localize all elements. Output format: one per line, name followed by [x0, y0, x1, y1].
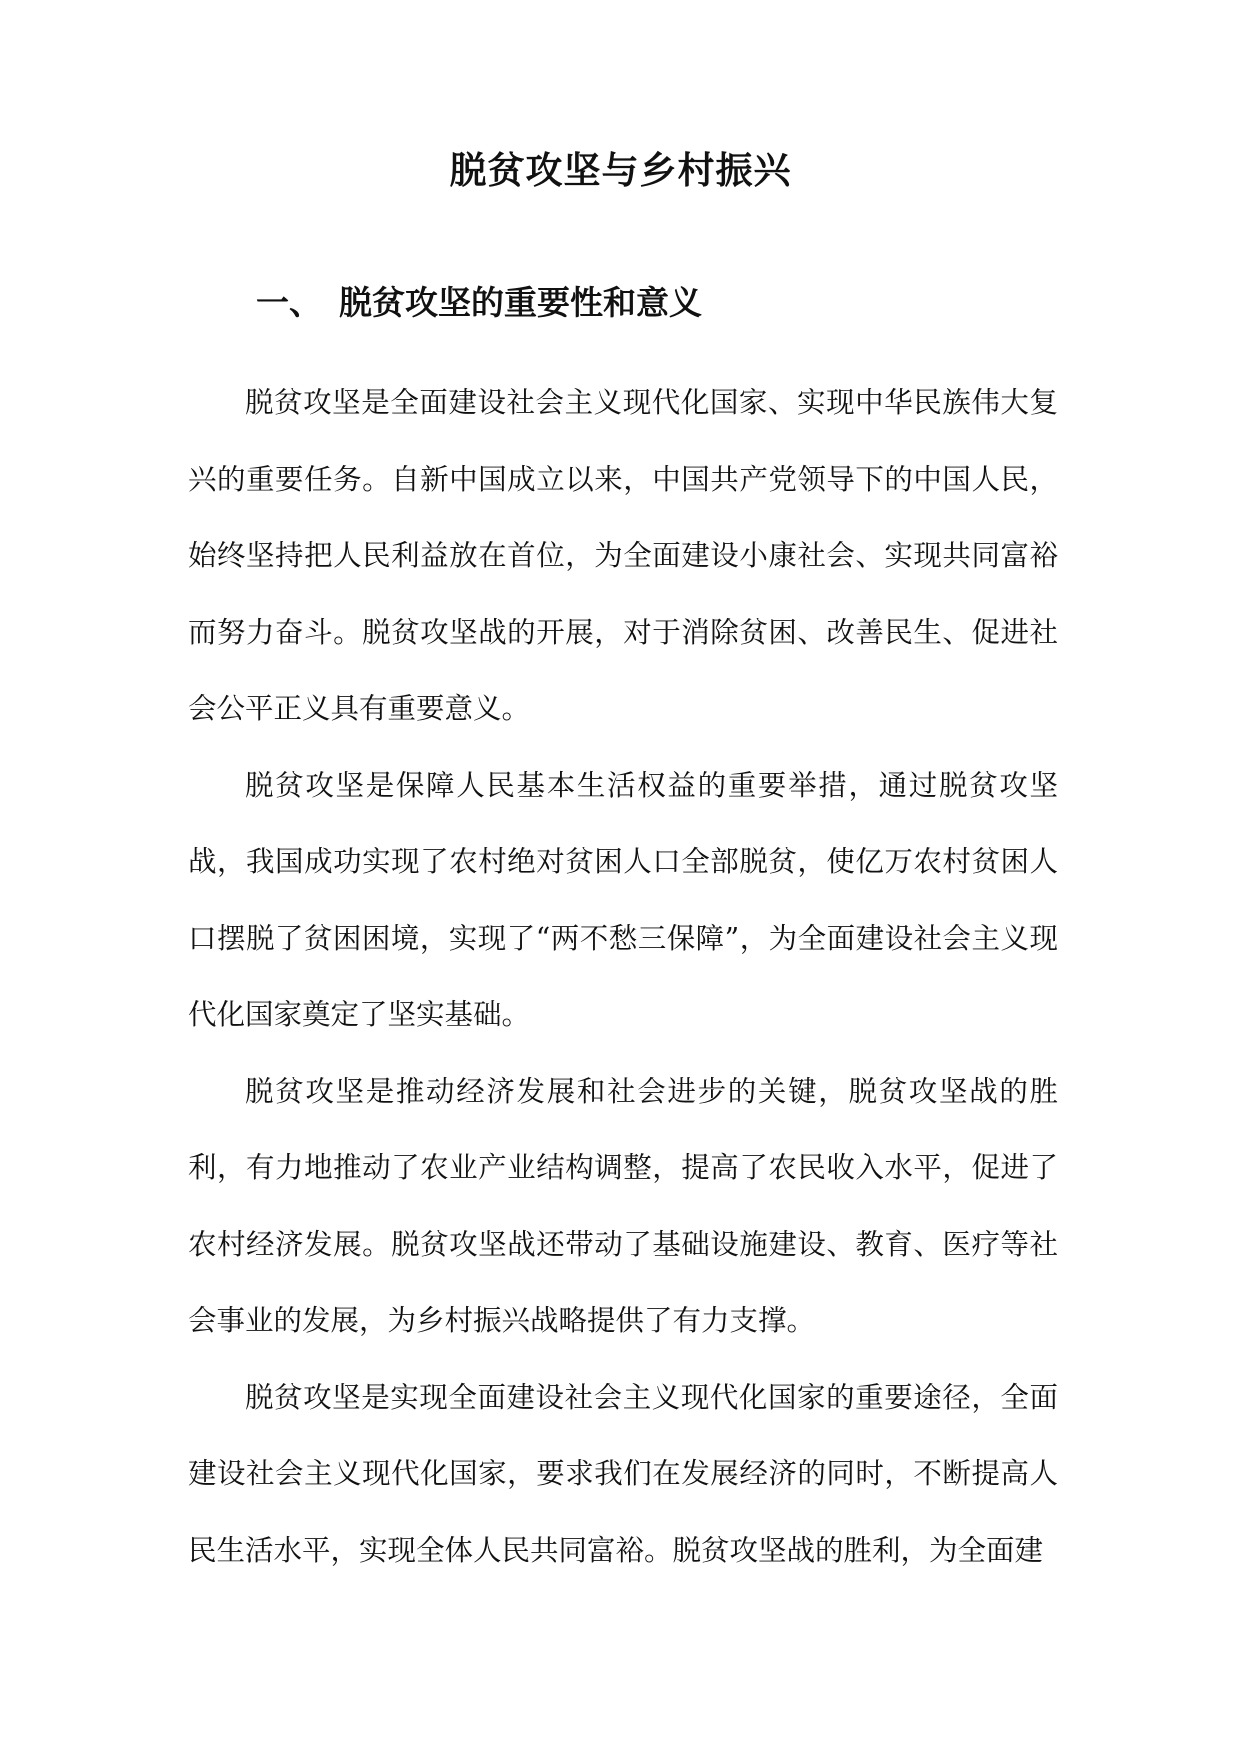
section-number: 一、	[256, 283, 322, 322]
document-body	[188, 365, 1058, 1589]
paragraph: 脱贫攻坚是实现全面建设社会主义现代化国家的重要途径，全面建设社会主义现代化国家，要求我们在发展经济的同时，不断提高人民生活水平，实现全体人民共同富裕。脱贫攻坚战的胜利，为全面建	[188, 1380, 1058, 1567]
paragraph: 脱贫攻坚是保障人民基本生活权益的重要举措，通过脱贫攻坚战，我国成功实现了农村绝对贫困人口全部脱贫，使亿万农村贫困人口摆脱了贫困困境，实现了“两不愁三保障”，为全面建设社会主义现代化国家奠定了坚实基础。	[188, 768, 1058, 1031]
paragraph: 脱贫攻坚是全面建设社会主义现代化国家、实现中华民族伟大复兴的重要任务。自新中国成立以来，中国共产党领导下的中国人民，始终坚持把人民利益放在首位，为全面建设小康社会、实现共同富裕而努力奋斗。脱贫攻坚战的开展，对于消除贫困、改善民生、促进社会公平正义具有重要意义。	[188, 386, 1058, 725]
paragraph: 脱贫攻坚是推动经济发展和社会进步的关键，脱贫攻坚战的胜利，有力地推动了农业产业结构调整，提高了农民收入水平，促进了农村经济发展。脱贫攻坚战还带动了基础设施建设、教育、医疗等社会事业的发展，为乡村振兴战略提供了有力支撑。	[188, 1074, 1058, 1337]
document-title: 脱贫攻坚与乡村振兴	[449, 148, 792, 192]
section-title: 脱贫攻坚的重要性和意义	[339, 283, 702, 322]
section-heading	[256, 283, 702, 323]
